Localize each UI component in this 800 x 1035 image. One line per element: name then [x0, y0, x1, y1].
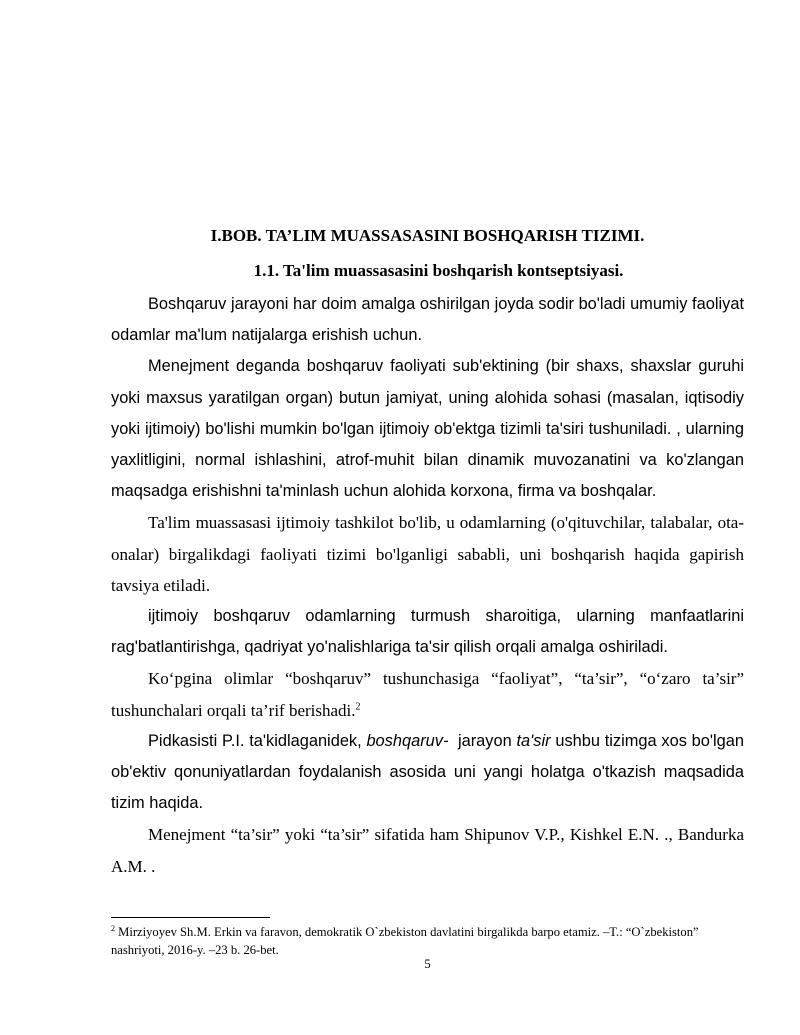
body-text	[111, 289, 744, 882]
section-title: 1.1. Ta'lim muassasasini boshqarish kontseptsiyasi.	[253, 261, 624, 280]
footnote-reference[interactable]: 2	[355, 700, 361, 712]
chapter-title: I.BOB. TA’LIM MUASSASASINI BOSHQARISH TIZIMI.	[210, 226, 645, 245]
paragraph-2: Menejment deganda boshqaruv faoliyati sub'ektining (bir shaxs, shaxslar guruhi yoki maxsus yaratilgan organ) butun jamiyat, uning alohida sohasi (masalan, iqtisodiy yoki ijtimoiy) bo'lishi mumkin bo'lgan ijtimoiy ob'ektga tizimli ta'siri tushuniladi. , ularning yaxlitligini, normal ishlashini, atrof-muhit bilan dinamik muvozanatini va ko'zlangan maqsadga erishishni ta'minlash uchun alohida korxona, firma va boshqalar.	[111, 357, 744, 501]
paragraph-6	[111, 726, 744, 820]
paragraph-5-text: Ko‘pgina olimlar “boshqaruv” tushunchasiga “faoliyat”, “ta’sir”, “o‘zaro ta’sir” tushunchalari orqali ta’rif berishadi.	[111, 669, 744, 720]
paragraph-3: Ta'lim muassasasi ijtimoiy tashkilot bo'lib, u odamlarning (o'qituvchilar, talabalar, ota-onalar) birgalikdagi faoliyati tizimi bo'lganligi sababli, uni boshqarish haqida gapirish tavsiya etiladi.	[111, 513, 744, 595]
footnote-mark: 2	[111, 923, 115, 933]
paragraph-7: Menejment “ta’sir” yoki “ta’sir” sifatida ham Shipunov V.P., Kishkel E.N. ., Bandurka A.M. .	[111, 825, 744, 876]
paragraph-1: Boshqaruv jarayoni har doim amalga oshirilgan joyda sodir bo'ladi umumiy faoliyat odamlar ma'lum natijalarga erishish uchun.	[111, 295, 744, 345]
paragraph-6-italic-term-2: ta'sir	[516, 731, 551, 750]
paragraph-4: ijtimoiy boshqaruv odamlarning turmush sharoitiga, ularning manfaatlarini rag'batlantirishga, qadriyat yo'nalishlariga ta'sir qilish orqali amalga oshiriladi.	[111, 607, 744, 657]
paragraph-6-italic-term-1: boshqaruv-	[366, 731, 449, 750]
page-number: 5	[424, 957, 431, 971]
footnote	[111, 924, 744, 959]
paragraph-6-start: Pidkasisti P.I. ta'kidlaganidek,	[148, 731, 367, 750]
footnote-text: Mirziyoyev Sh.M. Erkin va faravon, demokratik O`zbekiston davlatini birgalikda barpo etamiz. –T.: “O`zbekiston” nashriyoti, 2016-y. –23 b. 26-bet.	[111, 925, 699, 957]
footnote-separator	[111, 917, 270, 918]
paragraph-5	[111, 663, 744, 725]
paragraph-6-end: ushbu tizimga xos bo'lgan ob'ektiv qonuniyatlardan foydalanish asosida uni yangi holatga o'tkazish maqsadida tizim haqida.	[111, 731, 744, 813]
paragraph-6-mid: jarayon	[448, 731, 517, 750]
